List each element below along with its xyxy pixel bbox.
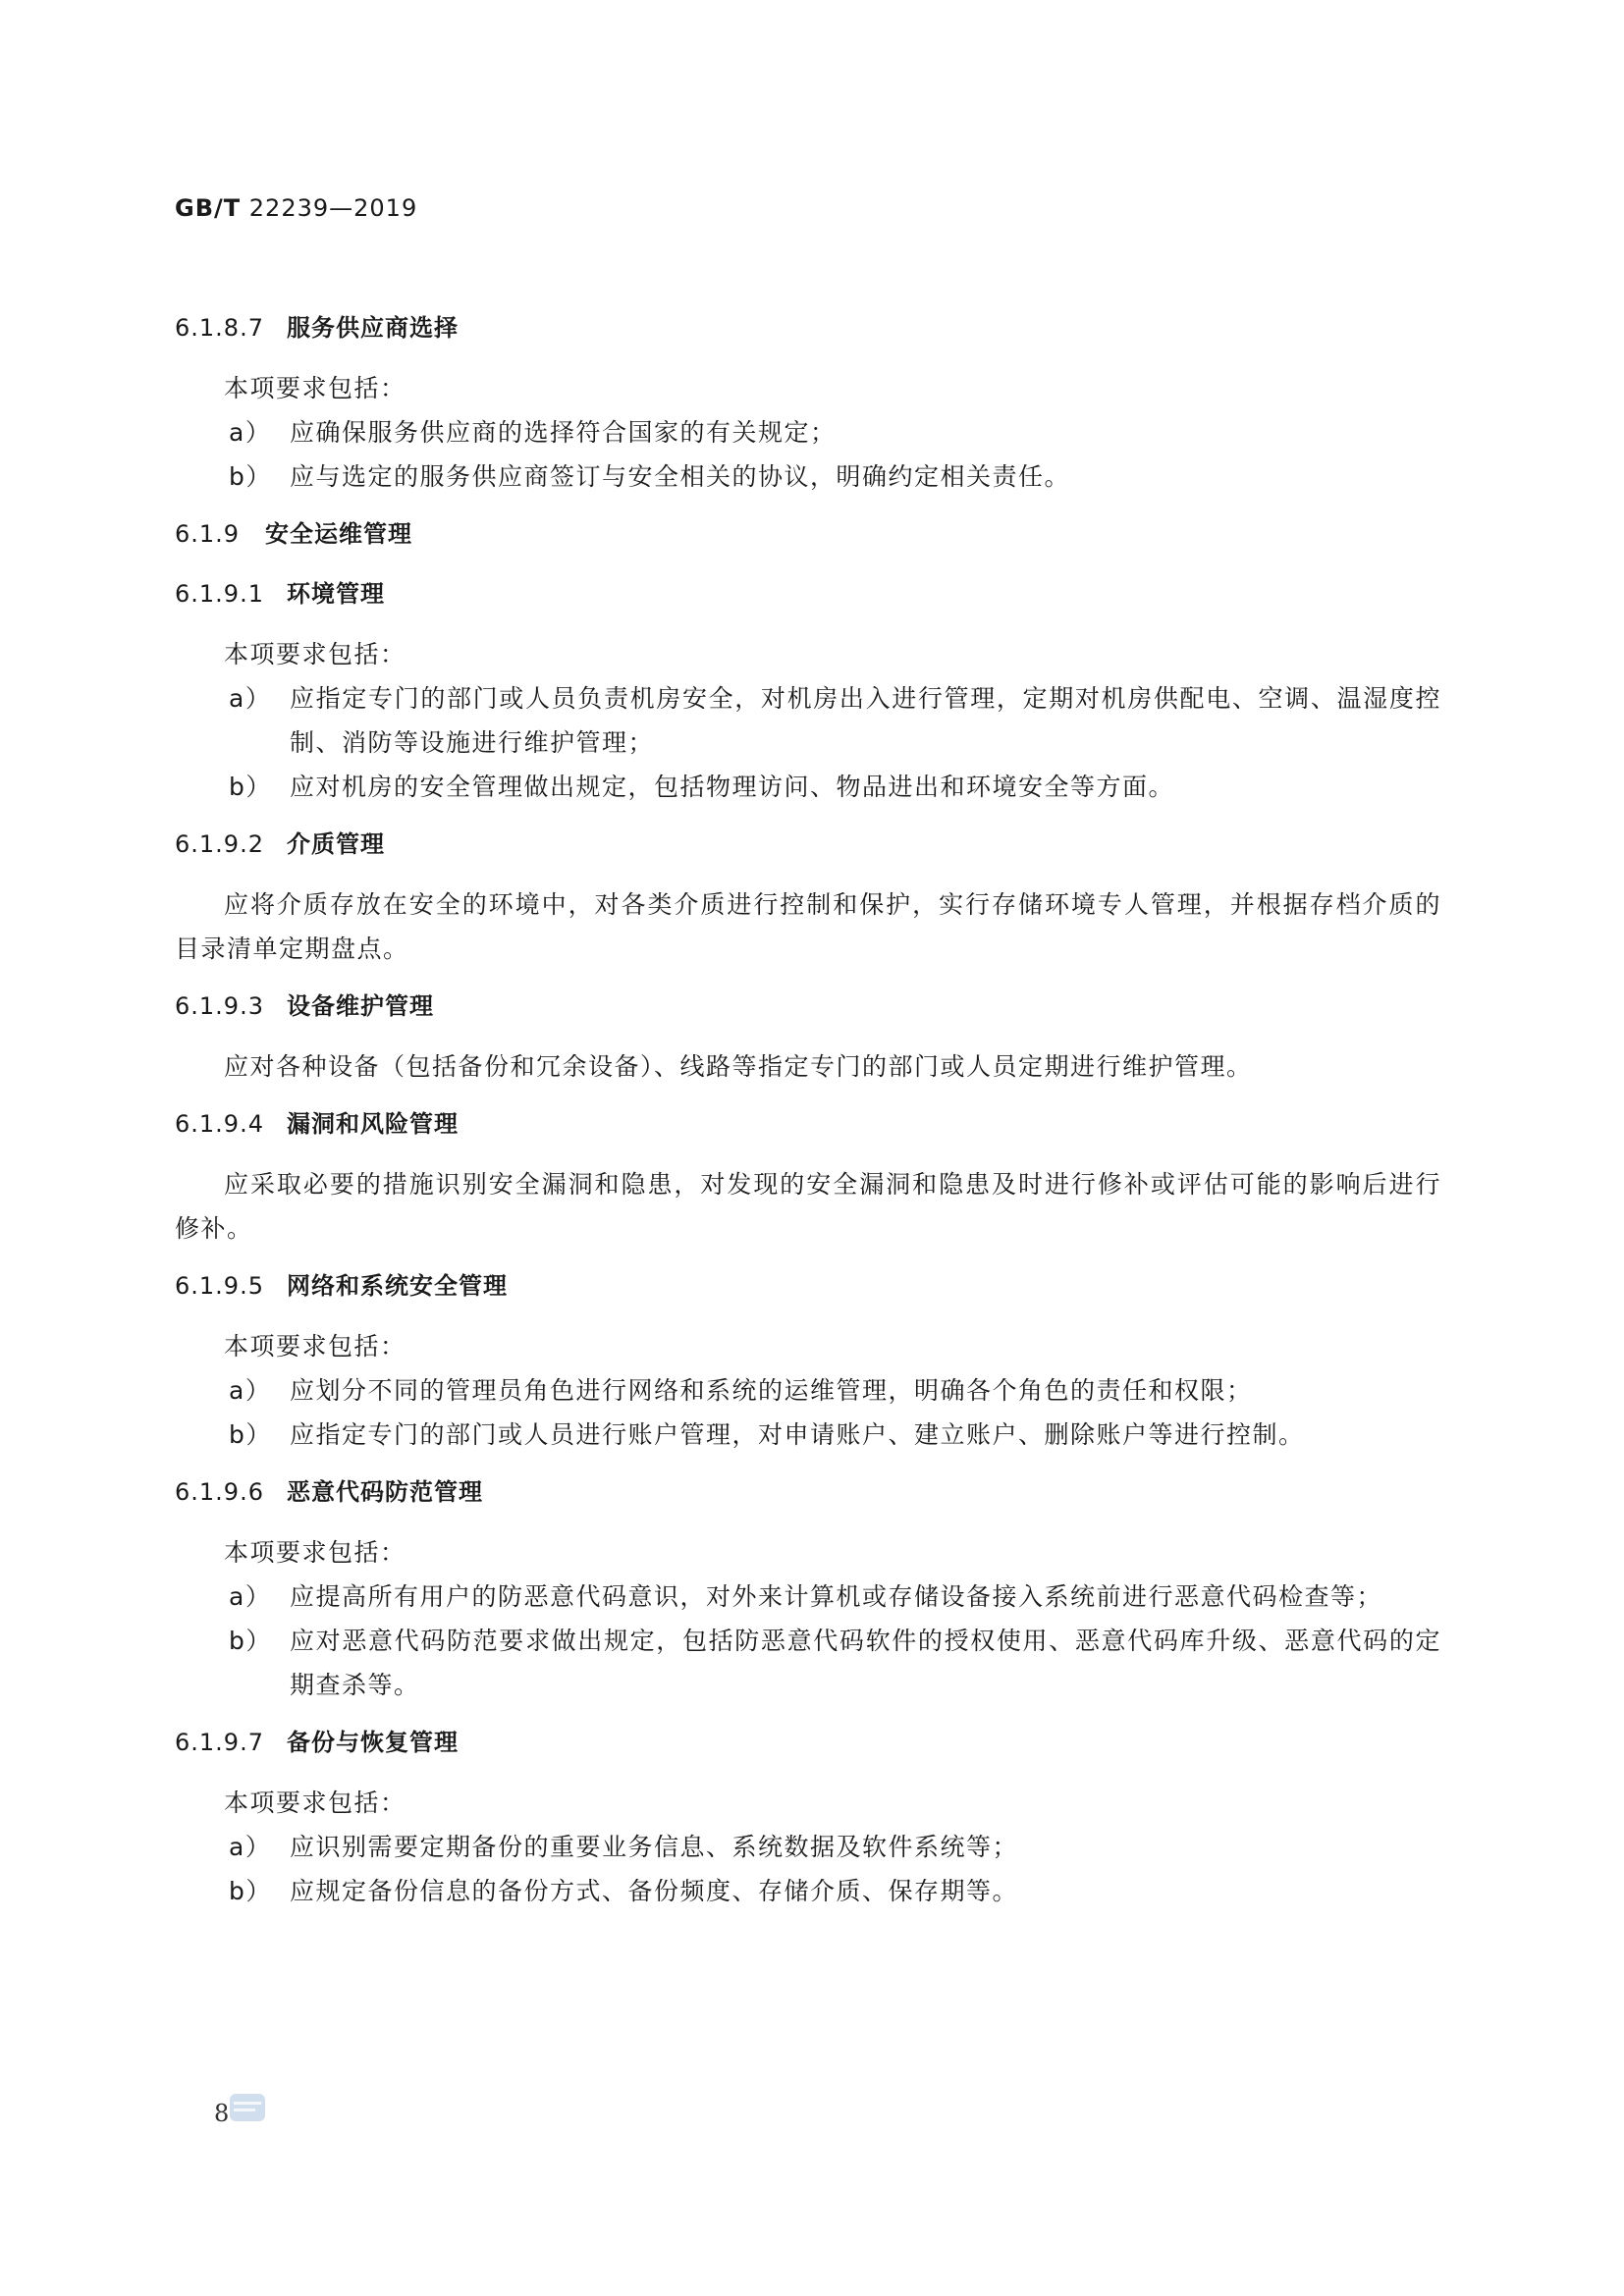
standard-code: 22239—2019 [248, 194, 418, 222]
section-number: 6.1.8.7 [175, 314, 264, 342]
section-number: 6.1.9.1 [175, 580, 264, 608]
list-marker: a） [229, 418, 272, 447]
section-number: 6.1.9.3 [175, 992, 264, 1020]
section-number: 6.1.9.2 [175, 830, 264, 858]
page-number: 8 [214, 2100, 230, 2127]
list-item [175, 1575, 1441, 1619]
list-item [175, 1413, 1441, 1457]
section-number: 6.1.9 [175, 520, 241, 548]
paragraph: 应采取必要的措施识别安全漏洞和隐患，对发现的安全漏洞和隐患及时进行修补或评估可能的影响后进行修补。 [175, 1170, 1441, 1243]
list-item-text: 应与选定的服务供应商签订与安全相关的协议，明确约定相关责任。 [290, 462, 1071, 491]
section-heading [175, 572, 1441, 616]
list-marker: b） [229, 1877, 272, 1905]
standard-prefix: GB/T [175, 194, 242, 222]
list-item [175, 454, 1441, 499]
paragraph: 应对各种设备（包括备份和冗余设备）、线路等指定专门的部门或人员定期进行维护管理。 [224, 1052, 1253, 1081]
list-item-text: 应指定专门的部门或人员进行账户管理，对申请账户、建立账户、删除账户等进行控制。 [290, 1420, 1305, 1449]
document-body [175, 293, 1441, 1913]
section-heading [175, 985, 1441, 1029]
list-marker: a） [229, 1376, 272, 1405]
list-item-text: 应划分不同的管理员角色进行网络和系统的运维管理，明确各个角色的责任和权限； [290, 1376, 1253, 1405]
paragraph: 本项要求包括： [224, 640, 406, 668]
list-marker: a） [229, 1833, 272, 1861]
section-heading [175, 1102, 1441, 1147]
list-item [175, 1368, 1441, 1413]
paragraph: 本项要求包括： [224, 1332, 406, 1361]
section-heading [175, 823, 1441, 867]
list-marker: a） [229, 1582, 272, 1611]
list-item-text: 应确保服务供应商的选择符合国家的有关规定； [290, 418, 837, 447]
section-title: 恶意代码防范管理 [287, 1478, 483, 1506]
section-title: 漏洞和风险管理 [287, 1110, 459, 1138]
list-item [175, 1619, 1441, 1707]
list-item [175, 1825, 1441, 1869]
list-item-text: 应提高所有用户的防恶意代码意识，对外来计算机或存储设备接入系统前进行恶意代码检查等； [290, 1582, 1383, 1611]
list-item-text: 应对机房的安全管理做出规定，包括物理访问、物品进出和环境安全等方面。 [290, 773, 1175, 801]
section-title: 环境管理 [287, 580, 385, 608]
section-number: 6.1.9.7 [175, 1729, 264, 1756]
section-title: 网络和系统安全管理 [287, 1272, 508, 1300]
section-title: 设备维护管理 [287, 992, 434, 1020]
section-heading [175, 306, 1441, 350]
paragraph: 本项要求包括： [224, 1789, 406, 1817]
section-number: 6.1.9.5 [175, 1272, 264, 1300]
section-heading [175, 1264, 1441, 1308]
section-heading [175, 512, 1441, 557]
section-number: 6.1.9.6 [175, 1478, 264, 1506]
list-item [175, 676, 1441, 765]
list-marker: b） [229, 1420, 272, 1449]
list-item [175, 765, 1441, 809]
list-marker: b） [229, 773, 272, 801]
section-number: 6.1.9.4 [175, 1110, 264, 1138]
list-item [175, 410, 1441, 454]
list-marker: b） [229, 1627, 272, 1655]
section-title: 服务供应商选择 [287, 314, 459, 342]
paragraph: 应将介质存放在安全的环境中，对各类介质进行控制和保护，实行存储环境专人管理，并根据存档介质的目录清单定期盘点。 [175, 890, 1441, 963]
standard-header [175, 194, 417, 222]
list-marker: a） [229, 684, 272, 713]
section-heading [175, 1470, 1441, 1515]
paragraph: 本项要求包括： [224, 1538, 406, 1567]
list-item [175, 1869, 1441, 1913]
watermark-logo-icon [228, 2088, 267, 2127]
list-item-text: 应识别需要定期备份的重要业务信息、系统数据及软件系统等； [290, 1833, 1019, 1861]
section-title: 备份与恢复管理 [287, 1729, 459, 1756]
paragraph: 本项要求包括： [224, 374, 406, 402]
section-heading [175, 1721, 1441, 1765]
list-item-text: 应对恶意代码防范要求做出规定，包括防恶意代码软件的授权使用、恶意代码库升级、恶意代码的定期查杀等。 [290, 1627, 1441, 1699]
list-marker: b） [229, 462, 272, 491]
section-title: 安全运维管理 [265, 520, 412, 548]
list-item-text: 应指定专门的部门或人员负责机房安全，对机房出入进行管理，定期对机房供配电、空调、温湿度控制、消防等设施进行维护管理； [290, 684, 1441, 757]
list-item-text: 应规定备份信息的备份方式、备份频度、存储介质、保存期等。 [290, 1877, 1019, 1905]
section-title: 介质管理 [287, 830, 385, 858]
